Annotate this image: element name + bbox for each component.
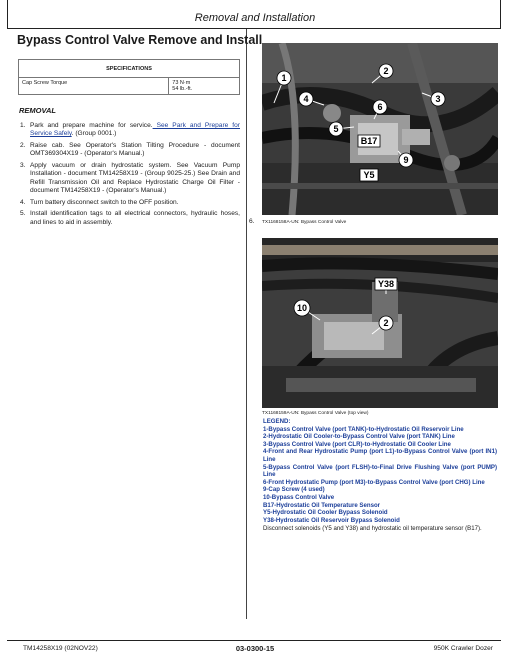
step-text: Park and prepare machine for service. [30,122,153,129]
header-rule [7,28,501,29]
spec-value-metric: 73 N·m [172,80,191,86]
step-text: Turn battery disconnect switch to the OFF position. [30,198,179,206]
step-text: Install identification tags to all electrical connectors, hydraulic hoses, and lines to aid in assembly. [30,210,240,226]
step-item [20,122,240,139]
step-item [20,162,240,195]
spec-value-imperial: 54 lb.-ft. [172,86,193,92]
step-number: 5. [20,210,26,218]
legend-item: 2-Hydrostatic Oil Cooler-to-Bypass Control Valve (port TANK) Line [263,433,455,441]
step-number: 1. [20,122,26,129]
step-text-after: . (Group 0001.) [71,130,117,138]
callout-y38: Y38 [377,279,395,289]
legend-item: Y38-Hydrostatic Oil Reservoir Bypass Solenoid [263,516,400,524]
callout-4: 4 [303,94,309,104]
callout-2: 2 [383,318,389,328]
callout-b17: B17 [360,136,378,146]
legend-instruction: Disconnect solenoids (Y5 and Y38) and hydrostatic oil temperature sensor (B17). [263,525,482,533]
spec-label: Cap Screw Torque [19,78,169,95]
legend-item: B17-Hydrostatic Oil Temperature Sensor [263,501,381,509]
footer-rule [7,640,501,641]
step-number: 2. [20,141,26,149]
footer-machine-name: 950K Crawler Dozer [433,645,493,652]
callout-9: 9 [403,155,409,165]
legend-item: 6-Front Hydrostatic Pump (port M3)-to-Bypass Control Valve (port CHG) Line [263,478,485,486]
header-title: Removal and Installation [194,12,316,24]
legend-title: LEGEND: [263,418,291,425]
legend [263,418,497,533]
specifications-heading: SPECIFICATIONS [19,60,240,78]
legend-item: 10-Bypass Control Valve [263,493,335,501]
figure-2-photo [262,238,498,408]
callout-2: 2 [383,66,389,76]
step-number: 4. [20,198,26,206]
specifications-table [18,59,240,95]
callout-5: 5 [333,124,339,134]
step-text: Raise cab. See Operator's Station Tilting Procedure - document OMT369304X19 - (Operator's Manual.) [30,141,240,158]
step-item [20,199,240,207]
figure-1-caption: TX1168158A-UN: Bypass Control Valve [262,220,347,225]
step-number: 3. [20,161,26,169]
figure-2-callouts [262,238,498,408]
callout-10: 10 [296,303,308,313]
footer-page-number: 03-0300-15 [235,644,275,653]
legend-item: 4-Front and Rear Hydrostatic Pump (port L1)-to-Bypass Control Valve (port IN1) Line [263,448,497,463]
removal-steps [20,122,240,230]
park-prepare-link[interactable]: See Park and Prepare for Service Safely [30,122,240,138]
spec-value [169,78,240,95]
step-item [20,142,240,159]
legend-item: 5-Bypass Control Valve (port FLSH)-to-Final Drive Flushing Valve (port PUMP) Line [263,463,497,479]
step-text: Apply vacuum or drain hydrostatic system. See Vacuum Pump Installation - document TM14258X19 - (Group 9025-25.) See Drain and Refill Transmission Oil and Replace Hydrostatic Charge Oil Filter - document TM14258X19 - (Operator's Manual.) [30,161,240,194]
section-title: Bypass Control Valve Remove and Install [17,33,263,47]
legend-item: 9-Cap Screw (4 used) [263,486,325,494]
removal-heading: REMOVAL [19,106,56,115]
figure-2-caption: TX1168159A-UN: Bypass Control Valve (top view) [262,411,369,416]
step-item [20,210,240,227]
callout-3: 3 [435,94,441,104]
legend-item: 3-Bypass Control Valve (port CLR)-to-Hydrostatic Oil Cooler Line [263,440,451,448]
footer-document-id: TM14258X19 (02NOV22) [23,645,98,652]
step-6-number: 6. [249,218,255,225]
callout-y5: Y5 [363,170,375,180]
legend-item: Y5-Hydrostatic Oil Cooler Bypass Solenoid [263,509,388,517]
column-divider [246,29,247,619]
figure-1-photo [262,43,498,215]
callout-1: 1 [281,73,287,83]
callout-6: 6 [377,102,383,112]
figure-1-callouts [262,43,498,215]
legend-item: 1-Bypass Control Valve (port TANK)-to-Hydrostatic Oil Reservoir Line [263,425,464,433]
